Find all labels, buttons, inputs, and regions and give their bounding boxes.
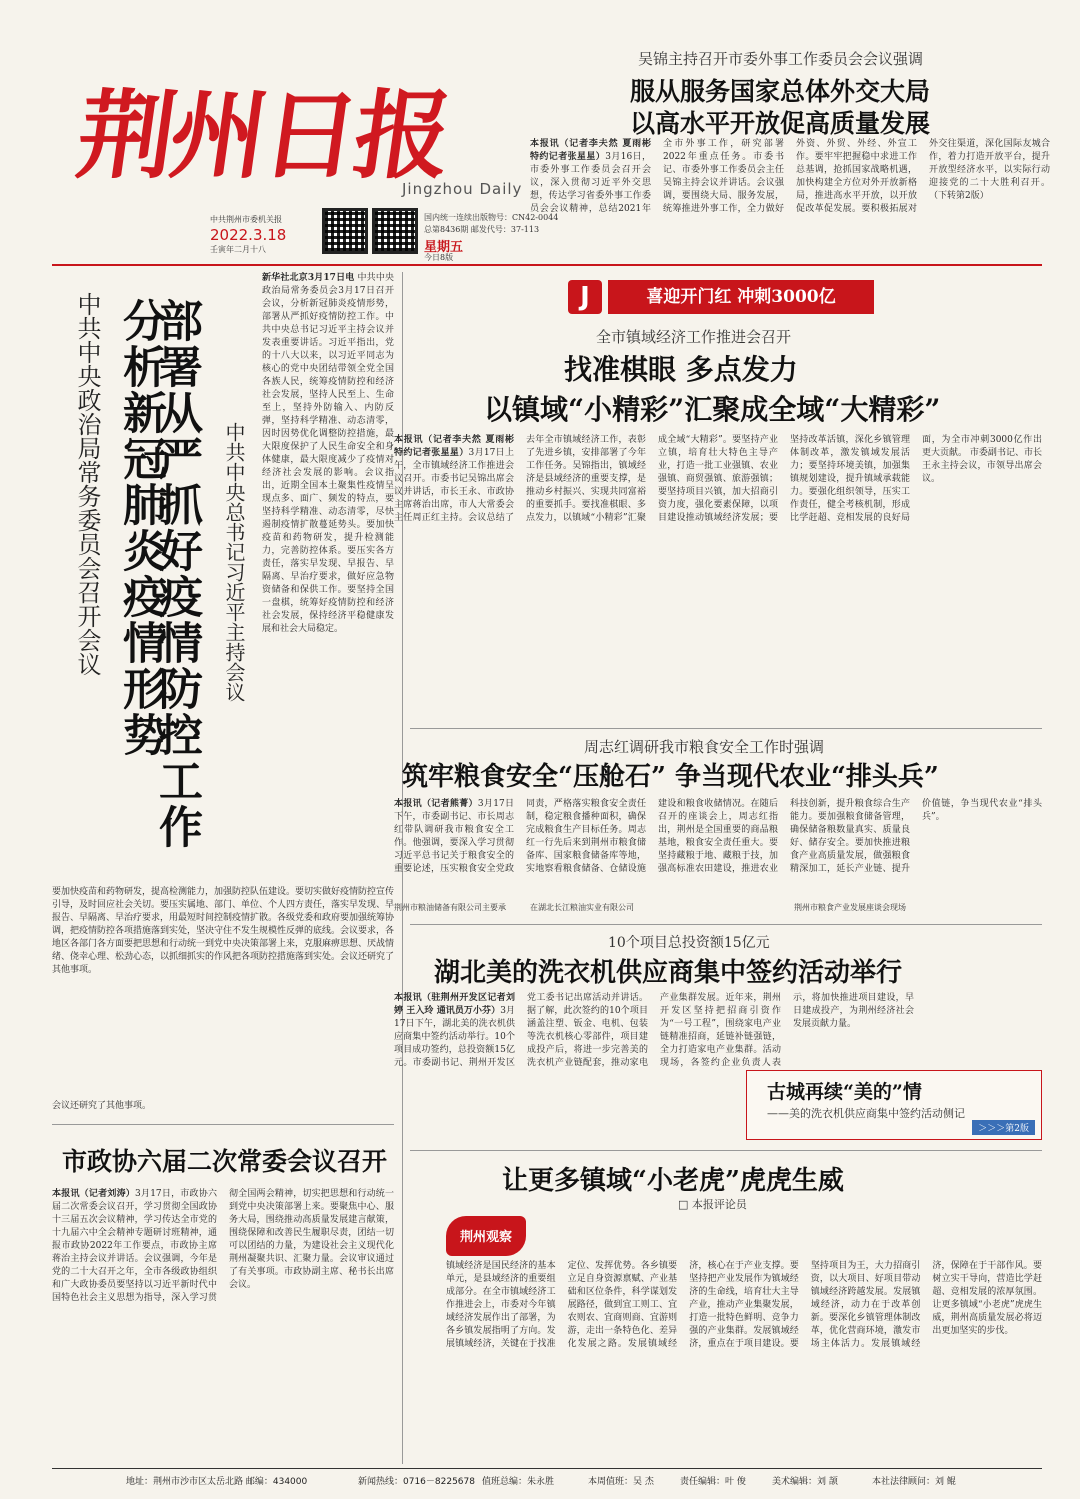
- left-divider: [52, 1124, 394, 1125]
- town-byline: 本报讯（记者李夫然 夏雨彬 特约记者张星星）: [394, 435, 514, 458]
- town-headline-2: 以镇域“小精彩”汇聚成全域“大精彩”: [484, 393, 941, 426]
- politburo-headline-2: 分析新冠肺炎疫情形势: [115, 298, 166, 758]
- cn-number: 国内统一连续出版物号：CN42-0044: [424, 213, 559, 222]
- cppcc-story: [52, 1134, 394, 1464]
- washer-side-box: [746, 1070, 1042, 1140]
- banner-text: 喜迎开门红 冲刺3000亿: [608, 280, 874, 314]
- politburo-story: [52, 272, 394, 1120]
- weekday: 星期五: [424, 240, 464, 255]
- politburo-kicker: 中共中央政治局常务委员会召开会议: [73, 292, 101, 676]
- lead-headline-1: 服从服务国家总体外交大局: [630, 77, 931, 106]
- lunar-date: 壬寅年二月十八: [210, 245, 266, 254]
- grain-body: 3月17日下午，市委副书记、市长周志红带队调研我市粮食安全工作。他强调，要深入学习贯彻习近平总书记关于粮食安全的重要论述，压实粮食安全党政同责，严格落实粮食安全责任制，稳定粮食播种面积，确保完成粮食生产目标任务。周志红一行先后来到荆州市粮食储备库、国家粮食储备库等地，实地察看粮食储备、仓储设施建设和粮食收储情况。在随后召开的座谈会上，周志红指出，荆州是全国重要的商品粮基地，粮食安全责任重大。要坚持藏粮于地、藏粮于技，加强高标准农田建设，推进农业科技创新，提升粮食综合生产能力。要加强粮食储备管理，确保储备粮数量真实、质量良好、储存安全。要加快推进粮食产业高质量发展，做强粮食精深加工，延长产业链、提升价值链，争当现代农业“排头兵”。: [394, 799, 1042, 874]
- footer: [126, 1474, 1042, 1490]
- lead-kicker: 吴锦主持召开市委外事工作委员会会议强调: [638, 50, 924, 68]
- politburo-body: 中共中央政治局常务委员会3月17日召开会议，分析新冠肺炎疫情形势，部署从严抓好疫情防控工作。中共中央总书记习近平主持会议并发表重要讲话。习近平指出，党的十八大以来，以习近平同志为核心的党中央团结带领全党全国各族人民，统筹疫情防控和经济社会发展，坚持人民至上、生命至上，坚持外防输入、内防反弹，坚持科学精准、动态清零，因时因势优化调整防控措施，最大限度保护了人民生命安全和身体健康，最大限度减少了疫情对经济社会发展的影响。会议指出，近期全国本土聚集性疫情呈现点多、面广、频发的特点，要坚持科学精准、动态清零，尽快遏制疫情扩散蔓延势头。要加快疫苗和药物研发，提升检测能力，完善防控体系。要压实各方责任，落实早发现、早报告、早隔离、早治疗要求，做好应急物资储备和保供工作。要坚持全国一盘棋，统筹好疫情防控和经济社会发展，保持经济平稳健康发展和社会大局稳定。: [262, 273, 394, 634]
- washer-story: [394, 932, 1042, 1146]
- town-headline-1: 找准棋眼 多点发力: [564, 353, 798, 386]
- politburo-dateline: 新华社北京3月17日电: [262, 273, 355, 283]
- issue-info: 总第8436期 邮发代号：37-113: [424, 225, 540, 234]
- commentary-body: 镇域经济是国民经济的基本单元，是县域经济的重要组成部分。在全市镇域经济工作推进会上，市委对今年镇域经济发展作出了部署，为各乡镇发展指明了方向。发展镇域经济，关键在于找准定位、发挥优势。各乡镇要立足自身资源禀赋、产业基础和区位条件，科学谋划发展路径，做到宜工则工、宜农则农、宜商则商、宜游则游，走出一条特色化、差异化发展之路。发展镇域经济，核心在于产业支撑。要坚持把产业发展作为镇域经济的生命线，培育壮大主导产业，推动产业集聚发展，打造一批特色鲜明、竞争力强的产业集群。发展镇域经济，重点在于项目建设。要坚持项目为王，大力招商引资，以大项目、好项目带动镇域经济跨越发展。发展镇域经济，动力在于改革创新。要深化乡镇管理体制改革，优化营商环境，激发市场主体活力。发展镇域经济，保障在于干部作风。要树立实干导向，营造比学赶超、竞相发展的浓厚氛围。让更多镇域“小老虎”虎虎生威，荆州高质量发展必将迈出更加坚实的步伐。: [446, 1261, 1042, 1349]
- politburo-headline-1: 部署从严抓好疫情防控工作: [151, 298, 202, 850]
- cppcc-body: 3月17日，市政协六届二次常委会议召开，学习贯彻全国政协十三届五次会议精神，学习传达全市党的十九届六中全会精神专题研讨班精神，通报市政协2022年工作要点，市政协主席蒋治主持会议并讲话。会议强调，今年是党的二十大召开之年，全市各级政协组织和广大政协委员要坚持以习近平新时代中国特色社会主义思想为指导，深入学习贯彻全国两会精神，切实把思想和行动统一到党中央决策部署上来。要聚焦中心、服务大局，围绕推动高质量发展建言献策，围绕保障和改善民生履职尽责，团结一切可以团结的力量，为建设社会主义现代化荆州凝聚共识、汇聚力量。会议审议通过了有关事项。市政协副主席、秘书长出席会议。: [52, 1189, 394, 1303]
- grain-caption-2: 在湖北长江粮油实业有限公司: [530, 903, 634, 912]
- issue-date: 2022.3.18: [210, 226, 287, 244]
- footer-duty: 本周值班：吴 杰: [588, 1477, 654, 1487]
- footer-chief: 值班总编：朱永胜: [482, 1477, 555, 1487]
- politburo-body-bottom: 要加快疫苗和药物研发，提高检测能力，加强防控队伍建设。要切实做好疫情防控宣传引导，及时回应社会关切。要压实属地、部门、单位、个人四方责任，落实早发现、早报告、早隔离、早治疗要求，用最短时间控制疫情扩散。各级党委和政府要加强统筹协调，把疫情防控各项措施落到实处，坚决守住不发生规模性反弹的底线。会议要求，各地区各部门各方面要把思想和行动统一到党中央决策部署上来，克服麻痹思想、厌战情绪、侥幸心理、松劲心态，以抓细抓实的作风把各项防控措施落到实处。会议还研究了其他事项。: [52, 887, 394, 975]
- commentary-story: [394, 1156, 1042, 1464]
- qr-code-1: [322, 208, 368, 254]
- washer-side-sub: ——美的洗衣机供应商集中签约活动侧记: [767, 1107, 965, 1120]
- footer-hotline: 新闻热线：0716－8225678: [358, 1477, 475, 1487]
- cppcc-byline: 本报讯（记者刘涛）: [52, 1189, 136, 1199]
- masthead-rule: [52, 264, 1042, 266]
- commentary-author: □ 本报评论员: [678, 1198, 747, 1211]
- washer-kicker: 10个项目总投资额15亿元: [608, 935, 770, 951]
- lead-story: [530, 48, 1050, 260]
- grain-byline: 本报讯（记者熊菁）: [394, 799, 478, 809]
- lead-headline-2: 以高水平开放促高质量发展: [630, 109, 931, 138]
- lead-byline: 本报讯（记者李夫然 夏雨彬 特约记者张星星）: [530, 139, 651, 162]
- grain-caption-3: 荆州市粮食产业发展座谈会现场: [794, 903, 906, 912]
- footer-editor: 责任编辑：叶 俊: [680, 1477, 746, 1487]
- town-economy-story: [394, 326, 1042, 728]
- masthead-sponsor: 中共荆州市委机关报: [210, 215, 282, 224]
- politburo-sub: 中共中央总书记习近平主持会议: [222, 422, 246, 702]
- grain-headline: 筑牢粮食安全“压舱石” 争当现代农业“排头兵”: [402, 762, 939, 792]
- masthead-english: Jingzhou Daily: [402, 180, 523, 198]
- washer-headline: 湖北美的洗衣机供应商集中签约活动举行: [434, 958, 903, 988]
- lead-body: 3月16日，市委外事工作委员会召开会议，深入贯彻习近平外交思想，传达学习省委外事工作委员会会议精神，总结2021年全市外事工作，研究部署2022年重点任务。市委书记、市委外事工作委员会主任吴锦主持会议并讲话。会议强调，要围绕大局、服务发展，统筹推进外事工作，全力做好外资、外贸、外经、外宣工作。要牢牢把握稳中求进工作总基调，抢抓国家战略机遇，加快构建全方位对外开放新格局，推进高水平开放，以开放促改革促发展。要积极拓展对外交往渠道，深化国际友城合作，着力打造开放平台，提升开放型经济水平，以实际行动迎接党的二十大胜利召开。: [530, 139, 1050, 214]
- lead-continue: （下转第2版）: [929, 191, 989, 201]
- divider-commentary: [410, 1150, 1042, 1151]
- washer-body: 3月17日下午，湖北美的洗衣机供应商集中签约活动举行。10个项目成功签约，总投资额15亿元。市委副书记、荆州开发区党工委书记出席活动并讲话。据了解，此次签约的10个项目涵盖注塑、钣金、电机、包装等洗衣机核心零部件，项目建成投产后，将进一步完善美的洗衣机产业链配套，推动家电产业集群发展。近年来，荆州开发区坚持把招商引资作为“一号工程”，围绕家电产业链精准招商，延链补链强链，全力打造家电产业集群。活动现场，各签约企业负责人表示，将加快推进项目建设，早日建成投产，为荆州经济社会发展贡献力量。: [394, 993, 914, 1068]
- footer-legal: 本社法律顾问：刘 鲲: [872, 1477, 956, 1487]
- grain-caption-1: 荆州市粮油储备有限公司主要承: [394, 903, 506, 912]
- grain-kicker: 周志红调研我市粮食安全工作时强调: [584, 738, 825, 756]
- grain-story: [394, 736, 1042, 920]
- footer-address: 地址：荆州市沙市区太岳北路 邮编：434000: [126, 1477, 308, 1487]
- footer-rule: [52, 1468, 1042, 1469]
- divider-grain: [410, 728, 1042, 729]
- banner-icon: J: [568, 280, 602, 314]
- town-body: 3月17日上午，全市镇域经济工作推进会议召开。市委书记吴锦出席会议并讲话，市长王永、市政协主席蒋治出席，市人大常委会主任周正红主持。会议总结了去年全市镇域经济工作，表彰了先进乡镇，安排部署了今年工作任务。吴锦指出，镇域经济是县域经济的重要支撑，是推动乡村振兴、实现共同富裕的重要抓手。要找准棋眼、多点发力，以镇域“小精彩”汇聚成全域“大精彩”。要坚持产业立镇，培育壮大特色主导产业，打造一批工业强镇、农业强镇、商贸强镇、旅游强镇；要坚持项目兴镇，加大招商引资力度，强化要素保障，以项目建设推动镇域经济发展；要坚持改革活镇，深化乡镇管理体制改革，激发镇域发展活力；要坚持环境美镇，加强集镇规划建设，提升镇域承载能力。要强化组织领导，压实工作责任，健全考核机制，形成比学赶超、竞相发展的良好局面，为全市冲刺3000亿作出更大贡献。: [394, 435, 1042, 523]
- qr-code-2: [372, 208, 418, 254]
- town-body-end: 市委副书记、市长王永主持会议，市领导出席会议。: [922, 448, 1042, 484]
- footer-art: 美术编辑：刘 颉: [772, 1477, 838, 1487]
- campaign-banner: [568, 280, 874, 314]
- politburo-end: 会议还研究了其他事项。: [52, 1101, 152, 1111]
- page-count: 今日8版: [424, 253, 454, 262]
- commentary-headline: 让更多镇域“小老虎”虎虎生威: [502, 1166, 844, 1196]
- column-logo-text: 荆州观察: [459, 1230, 512, 1245]
- column-logo-box: [446, 1216, 526, 1256]
- washer-side-page[interactable]: ＞＞＞第2版: [972, 1120, 1035, 1135]
- divider-washer: [410, 924, 1042, 925]
- masthead-title: 荆州日报: [71, 79, 455, 192]
- town-kicker: 全市镇域经济工作推进会召开: [596, 328, 792, 346]
- washer-byline: 本报讯（驻荆州开发区记者刘 婷 王入玲 通讯员万小芬）: [394, 993, 515, 1016]
- cppcc-headline: 市政协六届二次常委会议召开: [62, 1147, 388, 1176]
- washer-side-title: 古城再续“美的”情: [767, 1081, 922, 1103]
